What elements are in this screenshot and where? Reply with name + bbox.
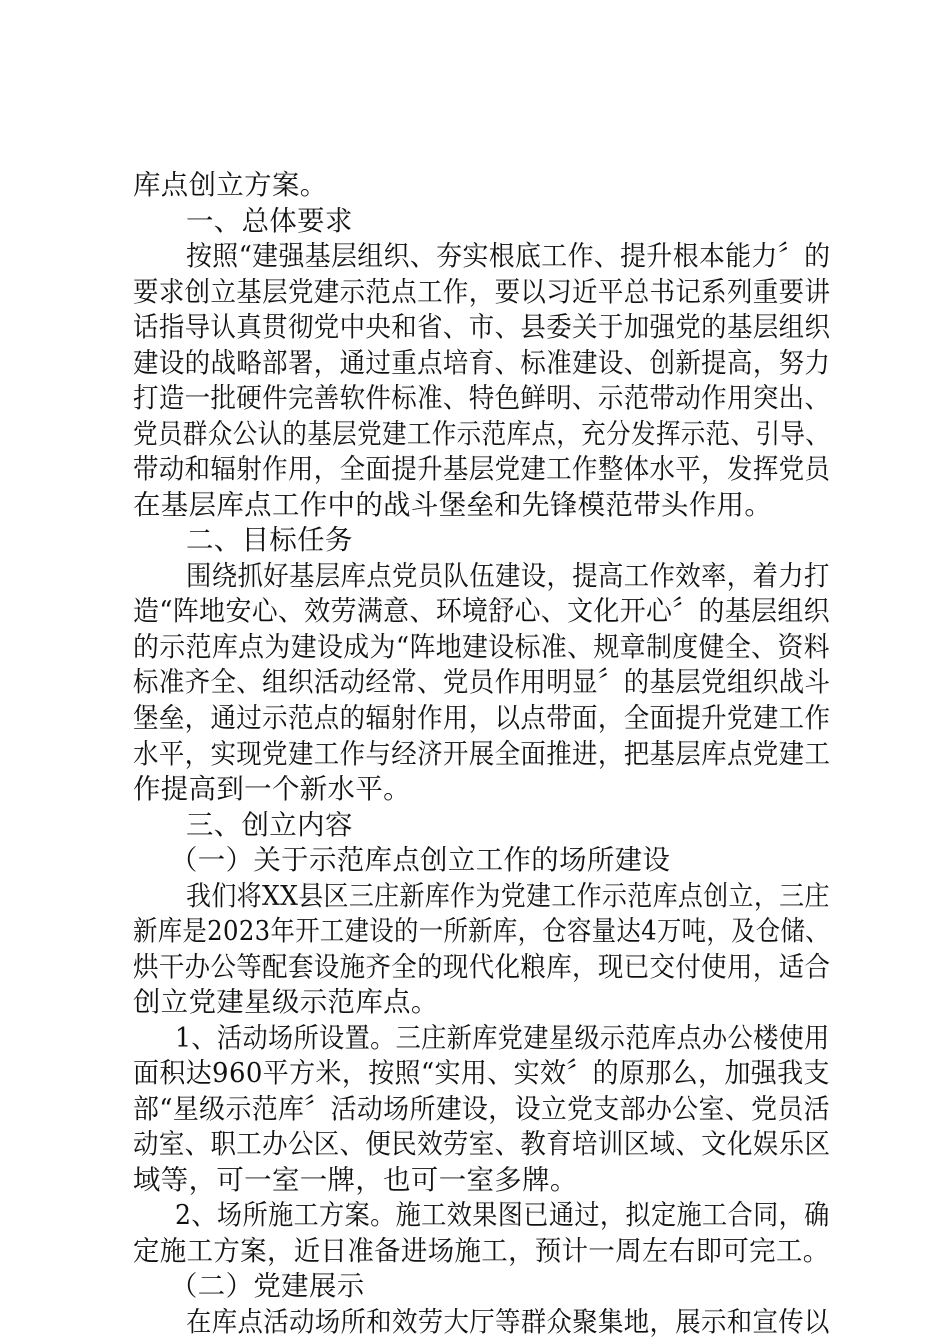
- paragraph-line: 部“星级示范库〞活动场所建设，设立党支部办公室、党员活: [133, 1094, 830, 1125]
- paragraph-line: 域等，可一室一牌，也可一室多牌。: [133, 1165, 578, 1196]
- paragraph-line: 面积达960平方米，按照“实用、实效〞的原那么，加强我支: [133, 1058, 830, 1089]
- text-line-continuation: 库点创立方案。: [133, 170, 328, 201]
- paragraph-line: 堡垒，通过示范点的辐射作用，以点带面，全面提升党建工作: [133, 703, 831, 734]
- paragraph-line: 建设的战略部署，通过重点培育、标准建设、创新提高，努力: [133, 348, 831, 379]
- paragraph-line: 打造一批硬件完善软件标准、特色鲜明、示范带动作用突出、: [133, 383, 831, 414]
- list-item-construction-plan: 2、场所施工方案。施工效果图已通过，拟定施工合同，确: [175, 1200, 830, 1231]
- paragraph-line: 党员群众公认的基层党建工作示范库点，充分发挥示范、引导、: [133, 419, 831, 450]
- paragraph-line: 作提高到一个新水平。: [133, 774, 411, 805]
- section-heading-creation-content: 三、创立内容: [186, 810, 353, 841]
- subsection-heading-venue-construction: （一）关于示范库点创立工作的场所建设: [170, 845, 671, 876]
- paragraph-line: 创立党建星级示范库点。: [133, 987, 439, 1018]
- section-heading-overall-requirements: 一、总体要求: [186, 206, 353, 237]
- paragraph-line: 定施工方案，近日准备进场施工，预计一周左右即可完工。: [133, 1236, 830, 1267]
- paragraph-line: 在基层库点工作中的战斗堡垒和先锋模范带头作用。: [133, 490, 773, 521]
- paragraph-line: 水平，实现党建工作与经济开展全面推进，把基层库点党建工: [133, 739, 831, 770]
- paragraph-line: 标准齐全、组织活动经常、党员作用明显〞的基层党组织战斗: [133, 667, 831, 698]
- paragraph-line: 新库是2023年开工建设的一所新库，仓容量达4万吨，及仓储、: [133, 916, 830, 947]
- paragraph-line: 烘干办公等配套设施齐全的现代化粮库，现已交付使用，适合: [133, 952, 831, 983]
- list-item-activity-venue: 1、活动场所设置。三庄新库党建星级示范库点办公楼使用: [175, 1023, 830, 1054]
- paragraph-line: 围绕抓好基层库点党员队伍建设，提高工作效率，着力打: [186, 561, 830, 592]
- paragraph-line: 要求创立基层党建示范点工作，要以习近平总书记系列重要讲: [133, 277, 831, 308]
- paragraph-line: 在库点活动场所和效劳大厅等群众聚集地，展示和宣传以: [186, 1307, 830, 1338]
- paragraph-line: 的示范库点为建设成为“阵地建设标准、规章制度健全、资料: [133, 632, 830, 663]
- section-heading-goals-tasks: 二、目标任务: [186, 525, 353, 556]
- paragraph-line: 造“阵地安心、效劳满意、环境舒心、文化开心〞的基层组织: [133, 596, 830, 627]
- paragraph-line: 动室、职工办公区、便民效劳室、教育培训区域、文化娱乐区: [133, 1129, 831, 1160]
- subsection-heading-party-display: （二）党建展示: [170, 1271, 365, 1302]
- paragraph-line: 我们将XX县区三庄新库作为党建工作示范库点创立，三庄: [186, 881, 830, 912]
- paragraph-line: 按照“建强基层组织、夯实根底工作、提升根本能力〞的: [186, 241, 831, 272]
- paragraph-line: 带动和辐射作用，全面提升基层党建工作整体水平，发挥党员: [133, 454, 831, 485]
- paragraph-line: 话指导认真贯彻党中央和省、市、县委关于加强党的基层组织: [133, 312, 831, 343]
